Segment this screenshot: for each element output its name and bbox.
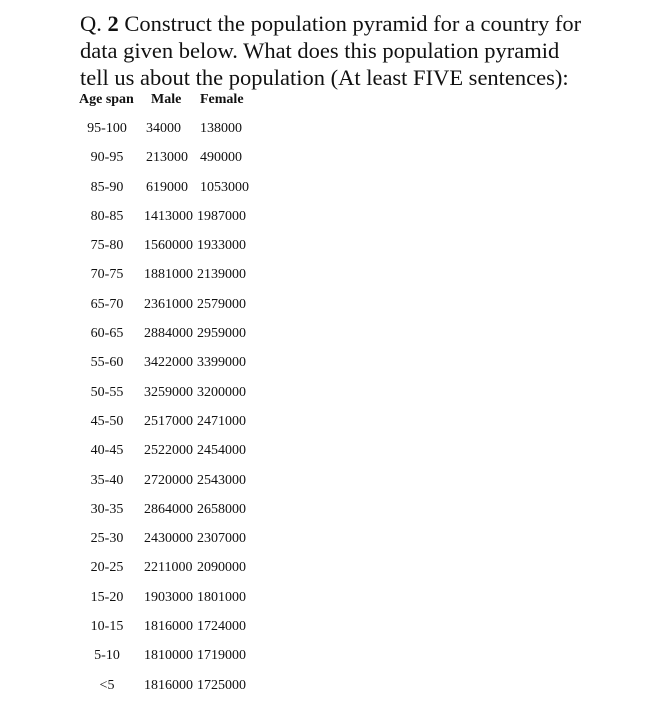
male-cell: 3422000 [144, 355, 193, 371]
header-age-span: Age span [79, 92, 134, 107]
age-cell: 85-90 [90, 179, 124, 195]
female-cell: 1933000 [197, 238, 246, 254]
female-cell: 1719000 [197, 648, 246, 664]
female-cell: 2658000 [197, 501, 246, 517]
question-line-3: tell us about the population (At least FIVE sentences): [80, 65, 569, 90]
female-cell: 2090000 [197, 560, 246, 576]
question-prefix: Q. [80, 11, 102, 36]
age-cell: 15-20 [90, 589, 124, 605]
male-cell: 1560000 [144, 238, 193, 254]
male-cell: 1810000 [144, 648, 193, 664]
age-cell: 75-80 [90, 238, 124, 254]
age-cell: 5-10 [94, 648, 120, 664]
question-number: 2 [107, 11, 119, 36]
table-row [0, 473, 661, 502]
female-cell: 2139000 [197, 267, 246, 283]
table-row [0, 238, 661, 267]
table-header [0, 92, 661, 112]
age-cell: 80-85 [90, 208, 124, 224]
male-cell: 1816000 [144, 619, 193, 635]
table-row [0, 502, 661, 531]
age-cell: 10-15 [90, 619, 124, 635]
female-cell: 1987000 [197, 208, 246, 224]
female-cell: 2471000 [197, 413, 246, 429]
table-row [0, 150, 661, 179]
male-cell: 2517000 [144, 413, 193, 429]
male-cell: 619000 [146, 179, 188, 195]
female-cell: 2543000 [197, 472, 246, 488]
age-cell: 60-65 [90, 326, 124, 342]
female-cell: 2454000 [197, 443, 246, 459]
table-row [0, 414, 661, 443]
male-cell: 1816000 [144, 677, 193, 693]
age-cell: 55-60 [90, 355, 124, 371]
male-cell: 2361000 [144, 296, 193, 312]
female-cell: 1801000 [197, 589, 246, 605]
female-cell: 490000 [200, 150, 242, 166]
male-cell: 2720000 [144, 472, 193, 488]
header-female: Female [200, 92, 244, 107]
female-cell: 2307000 [197, 531, 246, 547]
male-cell: 213000 [146, 150, 188, 166]
header-male: Male [151, 92, 182, 107]
table-row [0, 678, 661, 707]
population-table [0, 121, 661, 707]
male-cell: 1413000 [144, 208, 193, 224]
age-cell: 45-50 [90, 413, 124, 429]
age-cell: 70-75 [90, 267, 124, 283]
age-cell: 65-70 [90, 296, 124, 312]
question-line-1 [80, 10, 650, 37]
male-cell: 34000 [146, 121, 181, 136]
table-row [0, 297, 661, 326]
female-cell: 1053000 [200, 179, 249, 195]
question-line-1-text: Construct the population pyramid for a country for [124, 11, 582, 36]
male-cell: 1881000 [144, 267, 193, 283]
male-cell: 1903000 [144, 589, 193, 605]
age-cell: 40-45 [90, 443, 124, 459]
age-cell: <5 [99, 677, 115, 693]
table-row [0, 619, 661, 648]
table-row [0, 443, 661, 472]
table-row [0, 267, 661, 296]
male-cell: 3259000 [144, 384, 193, 400]
age-cell: 25-30 [90, 531, 124, 547]
table-row [0, 121, 661, 150]
table-row [0, 648, 661, 677]
female-cell: 2959000 [197, 326, 246, 342]
female-cell: 2579000 [197, 296, 246, 312]
female-cell: 3399000 [197, 355, 246, 371]
table-row [0, 590, 661, 619]
female-cell: 1725000 [197, 677, 246, 693]
question-line-2: data given below. What does this population pyramid [80, 38, 560, 63]
female-cell: 138000 [200, 121, 242, 136]
age-cell: 95-100 [87, 121, 127, 136]
age-cell: 90-95 [90, 150, 124, 166]
table-row [0, 355, 661, 384]
table-row [0, 209, 661, 238]
male-cell: 2522000 [144, 443, 193, 459]
table-row [0, 385, 661, 414]
age-cell: 35-40 [90, 472, 124, 488]
table-row [0, 326, 661, 355]
female-cell: 3200000 [197, 384, 246, 400]
age-cell: 30-35 [90, 501, 124, 517]
table-row [0, 560, 661, 589]
male-cell: 2430000 [144, 531, 193, 547]
female-cell: 1724000 [197, 619, 246, 635]
table-row [0, 180, 661, 209]
age-cell: 20-25 [90, 560, 124, 576]
question-text [80, 10, 650, 91]
male-cell: 2211000 [144, 560, 193, 576]
male-cell: 2884000 [144, 326, 193, 342]
male-cell: 2864000 [144, 501, 193, 517]
age-cell: 50-55 [90, 384, 124, 400]
table-row [0, 531, 661, 560]
